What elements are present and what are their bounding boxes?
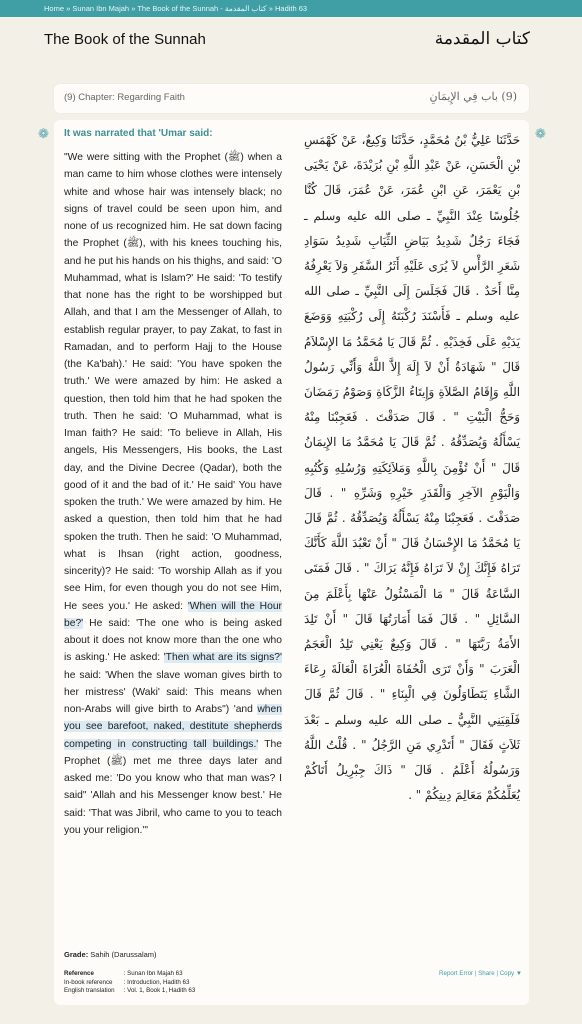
hadith-text-segment: The Prophet (ﷺ) met me three days later and asked me: 'Do you know who that man was? I said" 'Allah and his Messenger know best.' He said: 'That was Jibril, who came to you to teach you your religion.'" <box>64 738 282 836</box>
reference-value: : Sunan Ibn Majah 63 <box>123 970 183 977</box>
copy-dropdown[interactable]: Copy ▼ <box>499 970 522 977</box>
breadcrumb <box>0 0 582 17</box>
book-title-arabic: كتاب المقدمة <box>434 29 530 49</box>
hadith-grade: Grade: Sahih (Darussalam) <box>64 950 157 959</box>
grade-value: Sahih (Darussalam) <box>90 950 157 959</box>
reference-value: : Introduction, Hadith 63 <box>123 978 190 986</box>
breadcrumb-book-link[interactable]: The Book of the Sunnah - كتاب المقدمة <box>137 4 267 13</box>
chapter-title-english: (9) Chapter: Regarding Faith <box>64 92 185 103</box>
highlighted-phrase: 'When will the Hour be?' <box>64 600 282 629</box>
hadith-text-segment: he said: 'When the slave woman gives birth to her mistress' (Waki' said: This means when non-Arabs will give birth to Arabs") 'and <box>64 669 282 715</box>
reference-label: Reference <box>64 970 94 977</box>
reference-value: : Vol. 1, Book 1, Hadith 63 <box>123 987 196 995</box>
hadith-actions <box>439 970 522 977</box>
reference-label: In-book reference <box>64 978 113 986</box>
action-separator: | <box>473 970 479 977</box>
hadith-text-segment: "We were sitting with the Prophet (ﷺ) when a man came to him whose clothes were intensely white and whose hair was intensely black; no signs of travel could be seen upon him, and none of us recognized him. He sat down facing the Prophet (ﷺ), with his knees touching his, and he put his hands on his thighs, and said: 'O Muhammad, what is Islam?' He said: 'To testify that none has the right to be worshipped but Allah, and that I am the Messenger of Allah, to establish regular prayer, to pay Zakat, to fast in Ramadan, and to perform Hajj to the House (the Ka'bah).' He said: 'You have spoken the truth.' We were amazed by him: He asked a question, then told him that he had spoken the truth. Then he said: 'O Muhammad, what is Iman faith? He said: 'To believe in Allah, His angels, His Messengers, His books, the Last day, and the Divine Decree (Qadar), both the good of it and the bad of it.' He said' You have spoken the truth.' We were amazed by him. He asked a question, then told him that he had spoken the truth. Then he said: 'O Muhammad, what is Ihsan (right action, goodness, sincerity)? He said: 'To worship Allah as if you see Him, for even though you do not see Him, He sees you.' He asked: <box>64 152 283 612</box>
reference-row <box>64 979 195 988</box>
reference-label: English translation <box>64 987 115 995</box>
hadith-narrator: It was narrated that 'Umar said: <box>64 128 213 139</box>
reference-block <box>64 970 195 996</box>
reference-row <box>64 987 195 996</box>
breadcrumb-separator: » <box>131 4 136 13</box>
breadcrumb-separator: » <box>66 4 71 13</box>
report-error-link[interactable]: Report Error <box>439 970 474 977</box>
breadcrumb-separator: » <box>268 4 273 13</box>
book-title-english: The Book of the Sunnah <box>44 31 206 48</box>
grade-label: Grade <box>64 950 86 959</box>
chapter-header <box>54 84 529 113</box>
hadith-english-text <box>64 149 282 839</box>
breadcrumb-collection-link[interactable]: Sunan Ibn Majah <box>72 4 130 13</box>
breadcrumb-current-hadith: Hadith 63 <box>274 4 308 13</box>
breadcrumb-home-link[interactable]: Home <box>44 4 65 13</box>
flower-icon: ❁ <box>38 126 49 141</box>
action-separator: | <box>494 970 500 977</box>
hadith-arabic-text: حَدَّثَنَا عَلِيُّ بْنُ مُحَمَّدٍ، حَدَّثَنَا وَكِيعٌ، عَنْ كَهْمَسِ بْنِ الْحَسَنِ، عَنْ عَبْدِ اللَّهِ بْنِ بُرَيْدَةَ، عَنْ يَحْيَى بْنِ يَعْمَرَ، عَنِ ابْنِ عُمَرَ، عَنْ عُمَرَ، قَالَ كُنَّا جُلُوسًا عِنْدَ النَّبِيِّ ـ صلى الله عليه وسلم ـ فَجَاءَ رَجُلٌ شَدِيدُ بَيَاضِ الثِّيَابِ شَدِيدُ سَوَادِ شَعَرِ الرَّأْسِ لاَ يُرَى عَلَيْهِ أَثَرُ السَّفَرِ وَلاَ يَعْرِفُهُ مِنَّا أَحَدٌ ‏.‏ قَالَ فَجَلَسَ إِلَى النَّبِيِّ ـ صلى الله عليه وسلم ـ فَأَسْنَدَ رُكْبَتَهُ إِلَى رُكْبَتِهِ وَوَضَعَ يَدَيْهِ عَلَى فَخِذَيْهِ ‏.‏ ثُمَّ قَالَ يَا مُحَمَّدُ مَا الإِسْلاَمُ قَالَ ‏"‏ شَهَادَةُ أَنْ لاَ إِلَهَ إِلاَّ اللَّهُ وَأَنِّي رَسُولُ اللَّهِ وَإِقَامُ الصَّلاَةِ وَإِيتَاءُ الزَّكَاةِ وَصَوْمُ رَمَضَانَ وَحَجُّ الْبَيْتِ ‏"‏ ‏.‏ قَالَ صَدَقْتَ ‏.‏ فَعَجِبْنَا مِنْهُ يَسْأَلُهُ وَيُصَدِّقُهُ ‏.‏ ثُمَّ قَالَ يَا مُحَمَّدُ مَا الإِيمَانُ قَالَ ‏"‏ أَنْ تُؤْمِنَ بِاللَّهِ وَمَلاَئِكَتِهِ وَرُسُلِهِ وَكُتُبِهِ وَالْيَوْمِ الآخِرِ وَالْقَدَرِ خَيْرِهِ وَشَرِّهِ ‏"‏ ‏.‏ قَالَ صَدَقْتَ ‏.‏ فَعَجِبْنَا مِنْهُ يَسْأَلُهُ وَيُصَدِّقُهُ ‏.‏ ثُمَّ قَالَ يَا مُحَمَّدُ مَا الإِحْسَانُ قَالَ ‏"‏ أَنْ تَعْبُدَ اللَّهَ كَأَنَّكَ تَرَاهُ فَإِنَّكَ إِنْ لاَ تَرَاهُ فَإِنَّهُ يَرَاكَ ‏"‏ ‏.‏ قَالَ فَمَتَى السَّاعَةُ قَالَ ‏"‏ مَا الْمَسْئُولُ عَنْهَا بِأَعْلَمَ مِنَ السَّائِلِ ‏"‏ ‏.‏ قَالَ فَمَا أَمَارَتُهَا قَالَ ‏"‏ أَنْ تَلِدَ الأَمَةُ رَبَّتَهَا ‏"‏ ‏.‏ قَالَ وَكِيعٌ يَعْنِي تَلِدُ الْعَجَمُ الْعَرَبَ ‏"‏ وَأَنْ تَرَى الْحُفَاةَ الْعُرَاةَ الْعَالَةَ رِعَاءَ الشَّاءِ يَتَطَاوَلُونَ فِي الْبِنَاءِ ‏"‏ ‏.‏ قَالَ ثُمَّ قَالَ فَلَقِيَنِي النَّبِيُّ ـ صلى الله عليه وسلم ـ بَعْدَ ثَلاَثٍ فَقَالَ ‏"‏ أَتَدْرِي مَنِ الرَّجُلُ ‏"‏ ‏.‏ قُلْتُ اللَّهُ وَرَسُولُهُ أَعْلَمُ ‏.‏ قَالَ ‏"‏ ذَاكَ جِبْرِيلُ أَتَاكُمْ يُعَلِّمُكُمْ مَعَالِمَ دِينِكُمْ ‏"‏ ‏.‏ <box>304 133 520 803</box>
share-link[interactable]: Share <box>478 970 495 977</box>
hadith-text-segment: He said: 'The one who is being asked about it does not know more than the one who is asking.' He asked: <box>64 617 282 664</box>
reference-row <box>64 970 195 979</box>
highlighted-phrase: when you see barefoot, naked, destitute shepherds competing in constructing tall buildings.' <box>64 704 282 750</box>
flower-icon: ❁ <box>535 126 546 141</box>
chapter-title-arabic: (9) باب فِي الإِيمَانِ <box>429 90 517 103</box>
highlighted-phrase: 'Then what are its signs?' <box>163 652 282 664</box>
